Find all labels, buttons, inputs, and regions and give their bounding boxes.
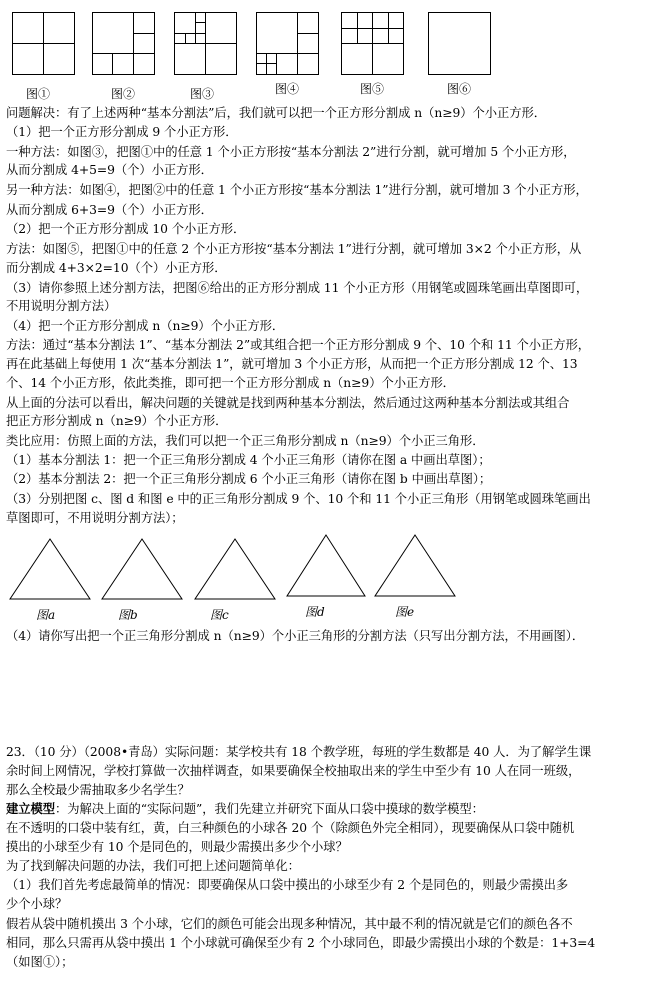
caption-figure-e: 图e — [395, 605, 415, 619]
q23-line-12: （如图①）； — [6, 955, 74, 969]
text-line-14: 再在此基础上每使用 1 次“基本分割法 1”，就可增加 3 个小正方形，从而把一个正方形分割成 12 个、13 — [6, 357, 578, 371]
q23-line-5: 在不透明的口袋中装有红，黄，白三种颜色的小球各 20 个（除颜色外完全相同），现要确保从口袋中随机 — [6, 821, 575, 835]
caption-figure-4: 图④ — [275, 82, 300, 96]
text-line-13: 方法：通过“基本分割法 1”、“基本分割法 2”或其组合把一个正方形分割成 9 个、10 个和 11 个小正方形， — [6, 338, 591, 352]
figure-4-square-nine-b — [257, 13, 319, 75]
caption-figure-a: 图a — [36, 608, 56, 622]
text-line-18: 类比应用：仿照上面的方法，我们可以把一个正三角形分割成 n（n≥9）个小正三角形． — [6, 434, 485, 448]
q23-line-4 — [6, 801, 484, 817]
caption-figure-b: 图b — [118, 608, 138, 622]
q23-line-1: 23．（10 分）（2008•青岛）实际问题：某学校共有 18 个教学班，每班的学生数都是 40 人．为了解学生课 — [6, 745, 592, 759]
text-line-9: 而分割成 4+3×2=10（个）小正方形． — [6, 261, 227, 275]
text-line-20: （2）基本分割法 2：把一个正三角形分割成 6 个小正三角形（请你在图 b 中画出草图）； — [6, 472, 492, 486]
triangle-d — [287, 535, 365, 596]
q23-line-10: 假若从袋中随机摸出 3 个小球，它们的颜色可能会出现多种情况，其中最不利的情况就是它们的颜色各不 — [6, 917, 573, 931]
figure-3-square-nine-a — [175, 13, 237, 75]
text-line-4: 从而分割成 4+5=9（个）小正方形． — [6, 163, 213, 177]
text-line-after-triangles: （4）请你写出把一个正三角形分割成 n（n≥9）个小正三角形的分割方法（只写出分割方法，不用画图）． — [6, 629, 585, 643]
text-line-2: （1）把一个正方形分割成 9 个小正方形． — [6, 125, 238, 139]
figure-5-square-ten — [342, 13, 404, 75]
triangle-b — [102, 539, 182, 599]
text-line-1: 问题解决：有了上述两种“基本分割法”后，我们就可以把一个正方形分割成 n（n≥9）个小正方形． — [6, 106, 546, 120]
text-line-7: （2）把一个正方形分割成 10 个小正方形． — [6, 222, 246, 236]
text-line-21: （3）分别把图 c、图 d 和图 e 中的正三角形分割成 9 个、10 个和 11 个小正三角形（用钢笔或圆珠笔画出 — [6, 492, 591, 506]
model-text: ：为解决上面的“实际问题”，我们先建立并研究下面从口袋中摸球的数学模型： — [55, 802, 484, 816]
caption-figure-d: 图d — [305, 605, 325, 619]
text-line-6: 从而分割成 6+3=9（个）小正方形． — [6, 203, 213, 217]
figure-1-square-2x2 — [13, 13, 75, 75]
figure-6-blank-square — [429, 13, 491, 75]
caption-figure-c: 图c — [210, 608, 229, 622]
caption-figure-2: 图② — [111, 87, 136, 101]
q23-line-6: 摸出的小球至少有 10 个是同色的，则最少需摸出多少个小球？ — [6, 840, 348, 854]
text-line-22: 草图即可，不用说明分割方法）； — [6, 511, 184, 525]
triangle-figures — [0, 527, 658, 627]
text-line-11: 不用说明分割方法） — [6, 299, 117, 313]
model-label: 建立模型 — [6, 801, 55, 816]
text-line-15: 个、14 个小正方形，依此类推，即可把一个正方形分割成 n（n≥9）个小正方形． — [6, 376, 455, 390]
caption-figure-3: 图③ — [190, 87, 215, 101]
q23-line-7: 为了找到解决问题的办法，我们可把上述问题简单化： — [6, 859, 300, 873]
text-line-17: 把正方形分割成 n（n≥9）个小正方形． — [6, 414, 228, 428]
figure-2-square-six — [93, 13, 155, 75]
triangle-c — [195, 539, 275, 599]
q23-line-3: 那么全校最少需抽取多少名学生？ — [6, 783, 190, 797]
text-line-3: 一种方法：如图③，把图①中的任意 1 个小正方形按“基本分割法 2”进行分割，就可增加 5 个小正方形， — [6, 145, 576, 159]
caption-figure-6: 图⑥ — [447, 82, 472, 96]
caption-figure-5: 图⑤ — [360, 82, 385, 96]
text-line-16: 从上面的分法可以看出，解决问题的关键就是找到两种基本分割法，然后通过这两种基本分割法或其组合 — [6, 396, 570, 410]
text-line-19: （1）基本分割法 1：把一个正三角形分割成 4 个小正三角形（请你在图 a 中画出草图）； — [6, 453, 491, 467]
q23-line-11: 相同，那么只需再从袋中摸出 1 个小球就可确保至少有 2 个小球同色，即最少需摸出小球的个数是：1+3=4 — [6, 936, 596, 950]
q23-line-8: （1）我们首先考虑最简单的情况：即要确保从口袋中摸出的小球至少有 2 个是同色的，则最少需摸出多 — [6, 878, 569, 892]
text-line-10: （3）请你参照上述分割方法，把图⑥给出的正方形分割成 11 个小正方形（用钢笔或圆珠笔画出草图即可， — [6, 281, 589, 295]
triangle-e — [375, 535, 455, 596]
q23-line-2: 余时间上网情况，学校打算做一次抽样调查，如果要确保全校抽取出来的学生中至少有 10 人在同一班级， — [6, 764, 581, 778]
triangle-a — [10, 539, 90, 599]
text-line-12: （4）把一个正方形分割成 n（n≥9）个小正方形． — [6, 319, 285, 333]
text-line-5: 另一种方法：如图④，把图②中的任意 1 个小正方形按“基本分割法 1”进行分割，就可增加 3 个小正方形， — [6, 183, 588, 197]
text-line-8: 方法：如图⑤，把图①中的任意 2 个小正方形按“基本分割法 1”进行分割，就可增加 3×2 个小正方形，从 — [6, 242, 582, 256]
q23-line-9: 少个小球？ — [6, 897, 68, 911]
square-figures — [0, 0, 658, 104]
caption-figure-1: 图① — [26, 87, 51, 101]
